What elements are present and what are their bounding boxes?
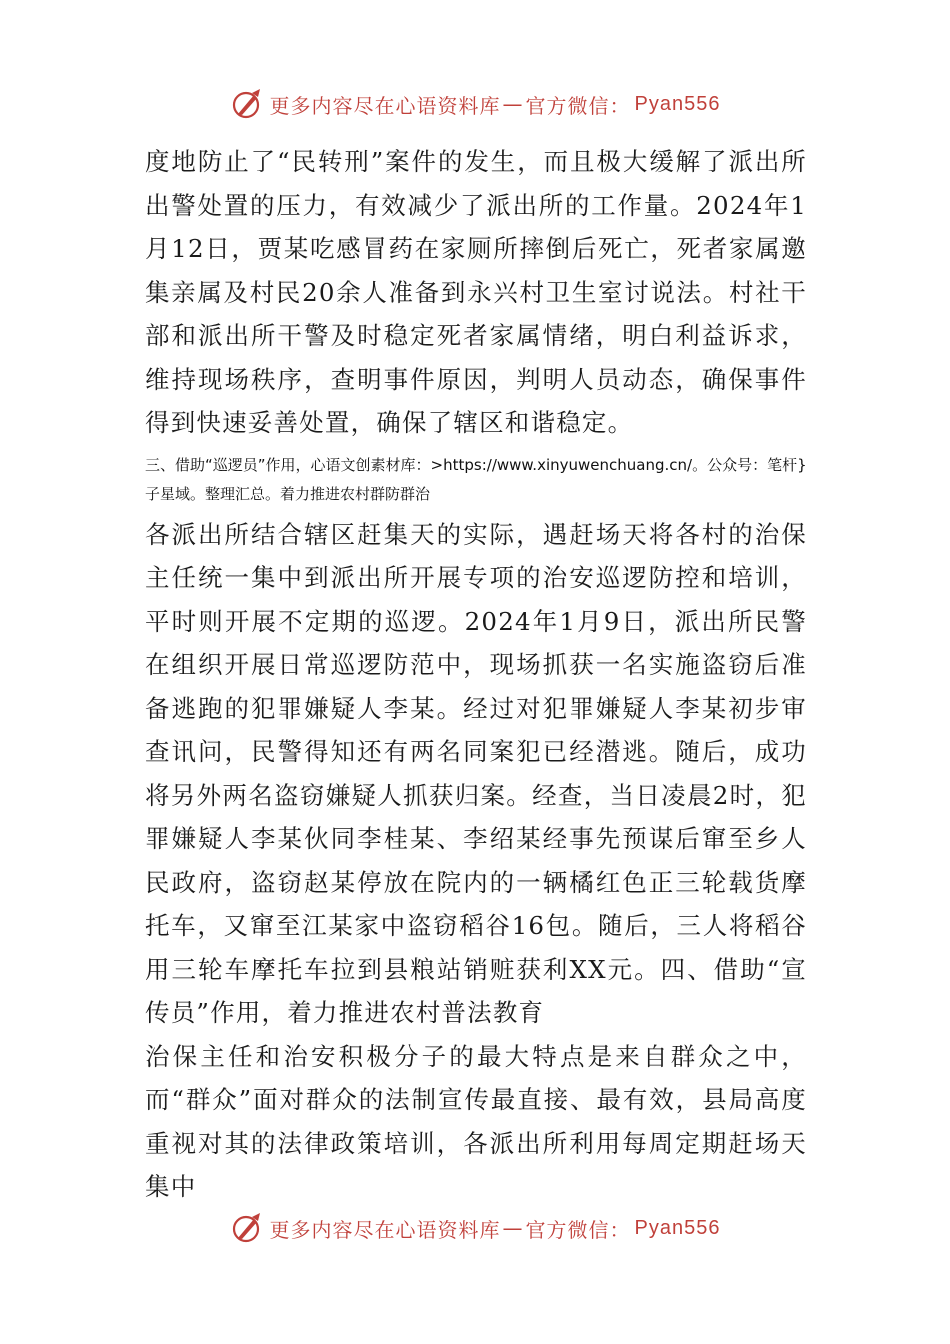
body-paragraph: 各派出所结合辖区赶集天的实际，遇赶场天将各村的治保主任统一集中到派出所开展专项的治安巡逻防控和培训，平时则开展不定期的巡逻。2024年1月9日，派出所民警在组织开展日常巡逻防范中，现场抓获一名实施盗窃后准备逃跑的犯罪嫌疑人李某。经过对犯罪嫌疑人李某初步审查讯问，民警得知还有两名同案犯已经潜逃。随后，成功将另外两名盗窃嫌疑人抓获归案。经查，当日凌晨2时，犯罪嫌疑人李某伙同李桂某、李绍某经事先预谋后窜至乡人民政府，盗窃赵某停放在院内的一辆橘红色正三轮载货摩托车，又窜至江某家中盗窃稻谷16包。随后，三人将稻谷用三轮车摩托车拉到县粮站销赃获利XX元。四、借助“宣传员”作用，着力推进农村普法教育 <box>145 519 807 1027</box>
banner-separator: — <box>502 1216 524 1240</box>
document-body <box>145 140 807 1209</box>
quill-logo-icon <box>230 1211 264 1245</box>
banner-brand-text: 更多内容尽在心语资料库 <box>269 1217 501 1242</box>
body-paragraph: 度地防止了“民转刑”案件的发生，而且极大缓解了派出所出警处置的压力，有效减少了派出所的工作量。2024年1月12日，贾某吃感冒药在家厕所摔倒后死亡，死者家属邀集亲属及村民20余人准备到永兴村卫生室讨说法。村社干部和派出所干警及时稳定死者家属情绪，明白利益诉求，维持现场秩序，查明事件原因，判明人员动态，确保事件得到快速妥善处置，确保了辖区和谐稳定。 <box>145 147 807 437</box>
banner-wechat-id: Pyan556 <box>634 1216 721 1239</box>
banner-wechat-label: 官方微信： <box>525 93 631 118</box>
banner-wechat-label: 官方微信： <box>525 1217 631 1242</box>
header-banner <box>0 84 950 124</box>
quill-logo-icon <box>230 87 264 121</box>
banner-wechat-id: Pyan556 <box>634 92 721 115</box>
footer-banner <box>0 1208 950 1248</box>
banner-separator: — <box>502 92 524 116</box>
body-paragraph: 治保主任和治安积极分子的最大特点是来自群众之中，而“群众”面对群众的法制宣传最直接、最有效，县局高度重视对其的法律政策培训，各派出所利用每周定期赶场天集中 <box>145 1041 807 1201</box>
source-note: 三、借助“巡逻员”作用，心语文创素材库：>https://www.xinyuwenchuang.cn/。公众号：笔杆}子星域。整理汇总。着力推进农村群防群治 <box>145 455 807 503</box>
banner-brand-text: 更多内容尽在心语资料库 <box>269 93 501 118</box>
